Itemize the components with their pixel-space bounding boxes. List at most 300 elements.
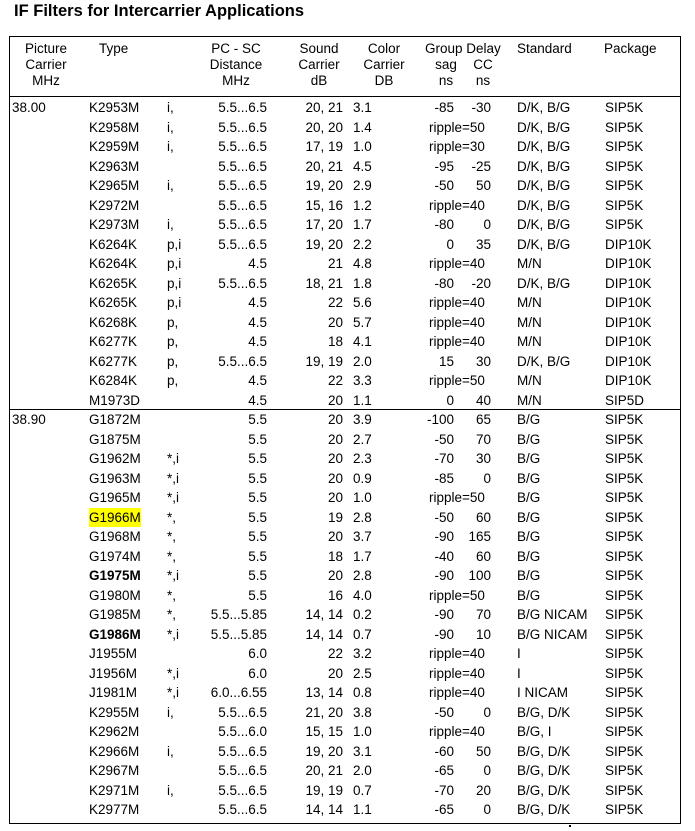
type-cell: K2965M [89,178,140,193]
flags-cell: i, [167,704,174,720]
cc-cell: 30 [475,353,491,369]
type-cell: J1981M [89,685,138,700]
standard-cell: D/K, B/G [517,353,571,369]
table-row [10,527,680,547]
table-row [10,371,680,391]
table-row [10,352,680,372]
standard-cell: B/G [517,568,541,583]
type-cell: G1968M [89,529,141,544]
sound-carrier-cell: 22 [327,295,343,310]
filter-table [9,36,681,824]
cc-cell: 20 [475,782,491,798]
cc-cell: 60 [475,548,491,564]
standard-cell: I NICAM [517,685,569,700]
color-carrier-cell: 3.2 [353,646,372,661]
sound-carrier-cell: 15, 16 [305,197,343,213]
distance-cell: 5.5...6.5 [218,197,267,213]
color-carrier-cell: 3.3 [353,373,372,388]
sag-cell: -50 [434,431,454,447]
flags-cell: *,i [167,626,180,642]
ripple-cell: ripple=40 [429,646,485,661]
distance-cell: 5.5...6.5 [218,100,267,115]
sound-carrier-cell: 20, 21 [305,158,343,174]
flags-cell: *, [167,509,177,525]
flags-cell: i, [167,100,174,115]
color-carrier-cell: 0.2 [353,607,372,622]
sag-cell: -90 [434,529,454,544]
standard-cell: B/G [517,587,541,603]
color-carrier-cell: 1.0 [353,490,372,505]
flags-cell: p, [167,314,179,330]
table-row [10,625,680,645]
color-carrier-cell: 0.8 [353,685,372,700]
type-cell: K6277K [89,353,138,369]
sag-cell: -90 [434,626,454,642]
standard-cell: I [517,665,521,681]
header-sag: sag ns [435,57,457,88]
sound-carrier-cell: 19, 20 [305,236,343,252]
flags-cell: i, [167,217,174,232]
sag-cell: -65 [434,802,454,817]
ripple-cell: ripple=40 [429,685,485,700]
package-cell: SIP5K [605,217,644,232]
color-carrier-cell: 4.1 [353,334,372,349]
distance-cell: 4.5 [248,334,267,349]
sag-cell: 0 [446,236,454,252]
sag-cell: -85 [434,100,454,115]
sound-carrier-cell: 19, 19 [305,782,343,798]
type-cell: K6277K [89,334,138,349]
package-cell: SIP5K [605,782,644,798]
color-carrier-cell: 3.9 [353,412,372,427]
distance-cell: 6.0 [248,646,267,661]
color-carrier-cell: 4.0 [353,587,372,603]
cc-cell: 165 [468,529,491,544]
standard-cell: B/G, I [517,724,552,739]
sag-cell: -70 [434,451,454,466]
type-cell: K2966M [89,743,140,759]
ripple-cell: ripple=40 [429,724,485,739]
table-row [10,508,680,528]
standard-cell: B/G [517,412,541,427]
distance-cell: 5.5 [248,451,267,466]
table-row [10,137,680,157]
table-row [10,664,680,684]
distance-cell: 5.5...6.5 [218,236,267,252]
flags-cell: *, [167,529,177,544]
sound-carrier-cell: 22 [327,646,343,661]
package-cell: SIP5D [605,392,645,408]
color-carrier-cell: 3.1 [353,743,372,759]
flags-cell: p,i [167,256,182,271]
table-row [10,313,680,333]
color-carrier-cell: 1.4 [353,119,372,135]
table-row [10,235,680,255]
distance-cell: 5.5...6.5 [218,217,267,232]
distance-cell: 5.5...6.5 [218,802,267,817]
distance-cell: 5.5...6.5 [218,782,267,798]
package-cell: SIP5K [605,431,644,447]
cc-cell: 50 [475,178,491,193]
distance-cell: 5.5 [248,412,267,427]
flags-cell: p, [167,373,179,388]
table-row [10,488,680,508]
distance-cell: 6.0...6.55 [210,685,267,700]
package-cell: SIP5K [605,490,644,505]
flags-cell: i, [167,178,174,193]
distance-cell: 5.5 [248,431,267,447]
flags-cell: *, [167,548,177,564]
header-type: Type [99,41,129,56]
header-package: Package [604,41,657,56]
color-carrier-cell: 2.2 [353,236,372,252]
ripple-cell: ripple=40 [429,665,485,681]
type-cell: K2963M [89,158,140,174]
table-row [10,547,680,567]
package-cell: DIP10K [605,334,652,349]
package-cell: SIP5K [605,509,644,525]
standard-cell: B/G [517,490,541,505]
standard-cell: B/G [517,529,541,544]
type-cell: K2973M [89,217,140,232]
package-cell: DIP10K [605,314,652,330]
distance-cell: 5.5...6.5 [218,704,267,720]
standard-cell: B/G [517,509,541,525]
package-cell: DIP10K [605,236,652,252]
sound-carrier-cell: 20, 20 [305,119,343,135]
sag-cell: -85 [434,470,454,486]
type-cell: K2971M [89,782,140,798]
package-cell: SIP5K [605,158,644,174]
ripple-cell: ripple=50 [429,587,485,603]
color-carrier-cell: 5.7 [353,314,372,330]
color-carrier-cell: 1.2 [353,197,372,213]
table-row [10,274,680,294]
sag-cell: -50 [434,178,454,193]
cc-cell: 35 [475,236,491,252]
color-carrier-cell: 0.9 [353,470,372,486]
flags-cell: p, [167,334,179,349]
flags-cell: p,i [167,236,182,252]
package-cell: SIP5K [605,197,644,213]
type-cell: G1974M [89,548,141,564]
table-row [10,449,680,469]
type-cell: K2972M [89,197,140,213]
type-cell: K6264K [89,236,138,252]
standard-cell: M/N [517,392,542,408]
package-cell: SIP5K [605,100,644,115]
sag-cell: -65 [434,763,454,778]
color-carrier-cell: 0.7 [353,626,372,642]
sound-carrier-cell: 20 [327,568,343,583]
table-row [10,761,680,781]
type-cell: K2959M [89,139,140,154]
package-cell: SIP5K [605,548,644,564]
cc-cell: 60 [475,509,491,525]
sag-cell: 15 [438,353,454,369]
type-cell: G1965M [89,490,141,505]
sag-cell: -80 [434,217,454,232]
type-cell: K2967M [89,763,140,778]
distance-cell: 5.5...6.5 [218,763,267,778]
type-cell: G1966M [89,508,141,528]
sag-cell: -40 [434,548,454,564]
sag-cell: -90 [434,607,454,622]
type-cell: K2962M [89,724,140,739]
sound-carrier-cell: 20 [327,412,343,427]
standard-cell: B/G [517,548,541,564]
standard-cell: B/G NICAM [517,626,588,642]
sound-carrier-cell: 20 [327,451,343,466]
table-row [10,196,680,216]
table-row [10,800,680,820]
cc-cell: 0 [483,704,491,720]
ripple-cell: ripple=40 [429,334,485,349]
ripple-cell: ripple=50 [429,373,485,388]
sag-cell: -70 [434,782,454,798]
cc-cell: -20 [471,275,491,291]
sound-carrier-cell: 14, 14 [305,802,343,817]
color-carrier-cell: 5.6 [353,295,372,310]
package-cell: SIP5K [605,685,644,700]
distance-cell: 6.0 [248,665,267,681]
standard-cell: I [517,646,521,661]
type-cell: K2958M [89,119,140,135]
color-carrier-cell: 1.7 [353,217,372,232]
color-carrier-cell: 2.5 [353,665,372,681]
header-cc: CC ns [473,57,493,88]
distance-cell: 5.5 [248,568,267,583]
standard-cell: B/G [517,470,541,486]
type-cell: K6265K [89,295,138,310]
package-cell: SIP5K [605,724,644,739]
cc-cell: 65 [475,412,491,427]
sound-carrier-cell: 22 [327,373,343,388]
ripple-cell: ripple=30 [429,139,485,154]
type-cell: G1980M [89,587,141,603]
sound-carrier-cell: 16 [327,587,343,603]
package-cell: SIP5K [605,665,644,681]
cc-cell: 100 [468,568,491,583]
flags-cell: *,i [167,568,180,583]
sound-carrier-cell: 14, 14 [305,626,343,642]
color-carrier-cell: 2.8 [353,509,372,525]
standard-cell: B/G [517,431,541,447]
table-header [10,41,680,99]
package-cell: SIP5K [605,451,644,466]
header-standard: Standard [517,41,572,56]
cc-cell: 0 [483,763,491,778]
table-row [10,469,680,489]
distance-cell: 5.5 [248,490,267,505]
type-cell: G1872M [89,412,141,427]
sag-cell: -50 [434,704,454,720]
distance-cell: 5.5...6.5 [218,158,267,174]
package-cell: SIP5K [605,412,644,427]
table-row [10,722,680,742]
standard-cell: D/K, B/G [517,139,571,154]
standard-cell: M/N [517,295,542,310]
flags-cell: p,i [167,295,182,310]
table-row [10,332,680,352]
sag-cell: 0 [446,392,454,408]
sound-carrier-cell: 20, 21 [305,763,343,778]
distance-cell: 4.5 [248,392,267,408]
sound-carrier-cell: 18 [327,334,343,349]
type-cell: K6284K [89,373,138,388]
sag-cell: -60 [434,743,454,759]
table-row [10,118,680,138]
flags-cell: *,i [167,470,180,486]
distance-cell: 4.5 [248,373,267,388]
cc-cell: 0 [483,217,491,232]
color-carrier-cell: 2.8 [353,568,372,583]
standard-cell: B/G [517,451,541,466]
sound-carrier-cell: 19, 20 [305,178,343,193]
distance-cell: 5.5...5.85 [210,626,267,642]
distance-cell: 4.5 [248,295,267,310]
cc-cell: 70 [475,607,491,622]
distance-cell: 5.5...6.5 [218,119,267,135]
cc-cell: 0 [483,802,491,817]
type-cell: G1986M [89,626,141,642]
table-row [10,683,680,703]
flags-cell: i, [167,119,174,135]
table-row [10,176,680,196]
standard-cell: D/K, B/G [517,275,571,291]
color-carrier-cell: 2.0 [353,763,372,778]
standard-cell: M/N [517,373,542,388]
sound-carrier-cell: 20 [327,490,343,505]
ripple-cell: ripple=40 [429,314,485,330]
color-carrier-cell: 2.9 [353,178,372,193]
type-cell: G1875M [89,431,141,447]
distance-cell: 5.5...6.5 [218,139,267,154]
sound-carrier-cell: 20 [327,314,343,330]
color-carrier-cell: 3.8 [353,704,372,720]
package-cell: DIP10K [605,353,652,369]
package-cell: SIP5K [605,139,644,154]
sound-carrier-cell: 17, 20 [305,217,343,232]
sag-cell: -50 [434,509,454,525]
standard-cell: D/K, B/G [517,236,571,252]
sound-carrier-cell: 21, 20 [305,704,343,720]
cc-cell: 10 [475,626,491,642]
type-cell: G1963M [89,470,141,486]
package-cell: SIP5K [605,568,644,583]
table-row [10,644,680,664]
header-picture-carrier: Picture Carrier MHz [24,41,68,88]
color-carrier-cell: 0.7 [353,782,372,798]
table-row [10,215,680,235]
standard-cell: D/K, B/G [517,119,571,135]
sound-carrier-cell: 21 [327,256,343,271]
sound-carrier-cell: 13, 14 [305,685,343,700]
table-row [10,605,680,625]
cc-cell: 0 [483,470,491,486]
standard-cell: D/K, B/G [517,197,571,213]
sound-carrier-cell: 19, 20 [305,743,343,759]
standard-cell: M/N [517,256,542,271]
package-cell: SIP5K [605,743,644,759]
flags-cell: p,i [167,275,182,291]
sound-carrier-cell: 19, 19 [305,353,343,369]
header-distance: PC - SC Distance MHz [209,41,263,88]
picture-carrier-value: 38.90 [12,412,46,427]
type-cell: K2977M [89,802,140,817]
sound-carrier-cell: 15, 15 [305,724,343,739]
color-carrier-cell: 1.1 [353,802,372,817]
type-cell: G1975M [89,568,141,583]
distance-cell: 5.5 [248,587,267,603]
package-cell: SIP5K [605,763,644,778]
flags-cell: *,i [167,665,180,681]
type-cell: G1962M [89,451,141,466]
distance-cell: 5.5...6.5 [218,353,267,369]
distance-cell: 5.5...6.5 [218,275,267,291]
package-cell: DIP10K [605,256,652,271]
color-carrier-cell: 4.8 [353,256,372,271]
sound-carrier-cell: 19 [327,509,343,525]
type-cell: J1955M [89,646,138,661]
standard-cell: B/G, D/K [517,743,571,759]
cc-cell: 40 [475,392,491,408]
color-carrier-cell: 4.5 [353,158,372,174]
color-carrier-cell: 1.0 [353,139,372,154]
flags-cell: i, [167,139,174,154]
color-carrier-cell: 3.1 [353,100,372,115]
table-row [10,254,680,274]
flags-cell: *, [167,607,177,622]
type-cell: K6264K [89,256,138,271]
flags-cell: i, [167,743,174,759]
standard-cell: B/G NICAM [517,607,588,622]
package-cell: SIP5K [605,704,644,720]
color-carrier-cell: 2.3 [353,451,372,466]
ripple-cell: ripple=40 [429,256,485,271]
package-cell: SIP5K [605,646,644,661]
color-carrier-cell: 1.1 [353,392,372,408]
type-cell: K2953M [89,100,140,115]
page-mark [569,825,571,827]
package-cell: SIP5K [605,802,644,817]
standard-cell: B/G, D/K [517,704,571,720]
sag-cell: -80 [434,275,454,291]
sound-carrier-cell: 18, 21 [305,275,343,291]
standard-cell: D/K, B/G [517,158,571,174]
package-cell: SIP5K [605,470,644,486]
package-cell: DIP10K [605,295,652,310]
sag-cell: -90 [434,568,454,583]
color-carrier-cell: 1.8 [353,275,372,291]
distance-cell: 5.5...6.5 [218,178,267,193]
type-cell: K6268K [89,314,138,330]
header-divider [10,96,680,97]
type-cell: K6265K [89,275,138,291]
standard-cell: M/N [517,334,542,349]
table-row [10,586,680,606]
distance-cell: 4.5 [248,256,267,271]
cc-cell: -25 [471,158,491,174]
ripple-cell: ripple=50 [429,119,485,135]
standard-cell: M/N [517,314,542,330]
table-row [10,410,680,430]
type-cell: J1956M [89,665,138,681]
standard-cell: B/G, D/K [517,763,571,778]
sag-cell: -95 [434,158,454,174]
sound-carrier-cell: 18 [327,548,343,564]
page-title: IF Filters for Intercarrier Applications [14,2,305,20]
